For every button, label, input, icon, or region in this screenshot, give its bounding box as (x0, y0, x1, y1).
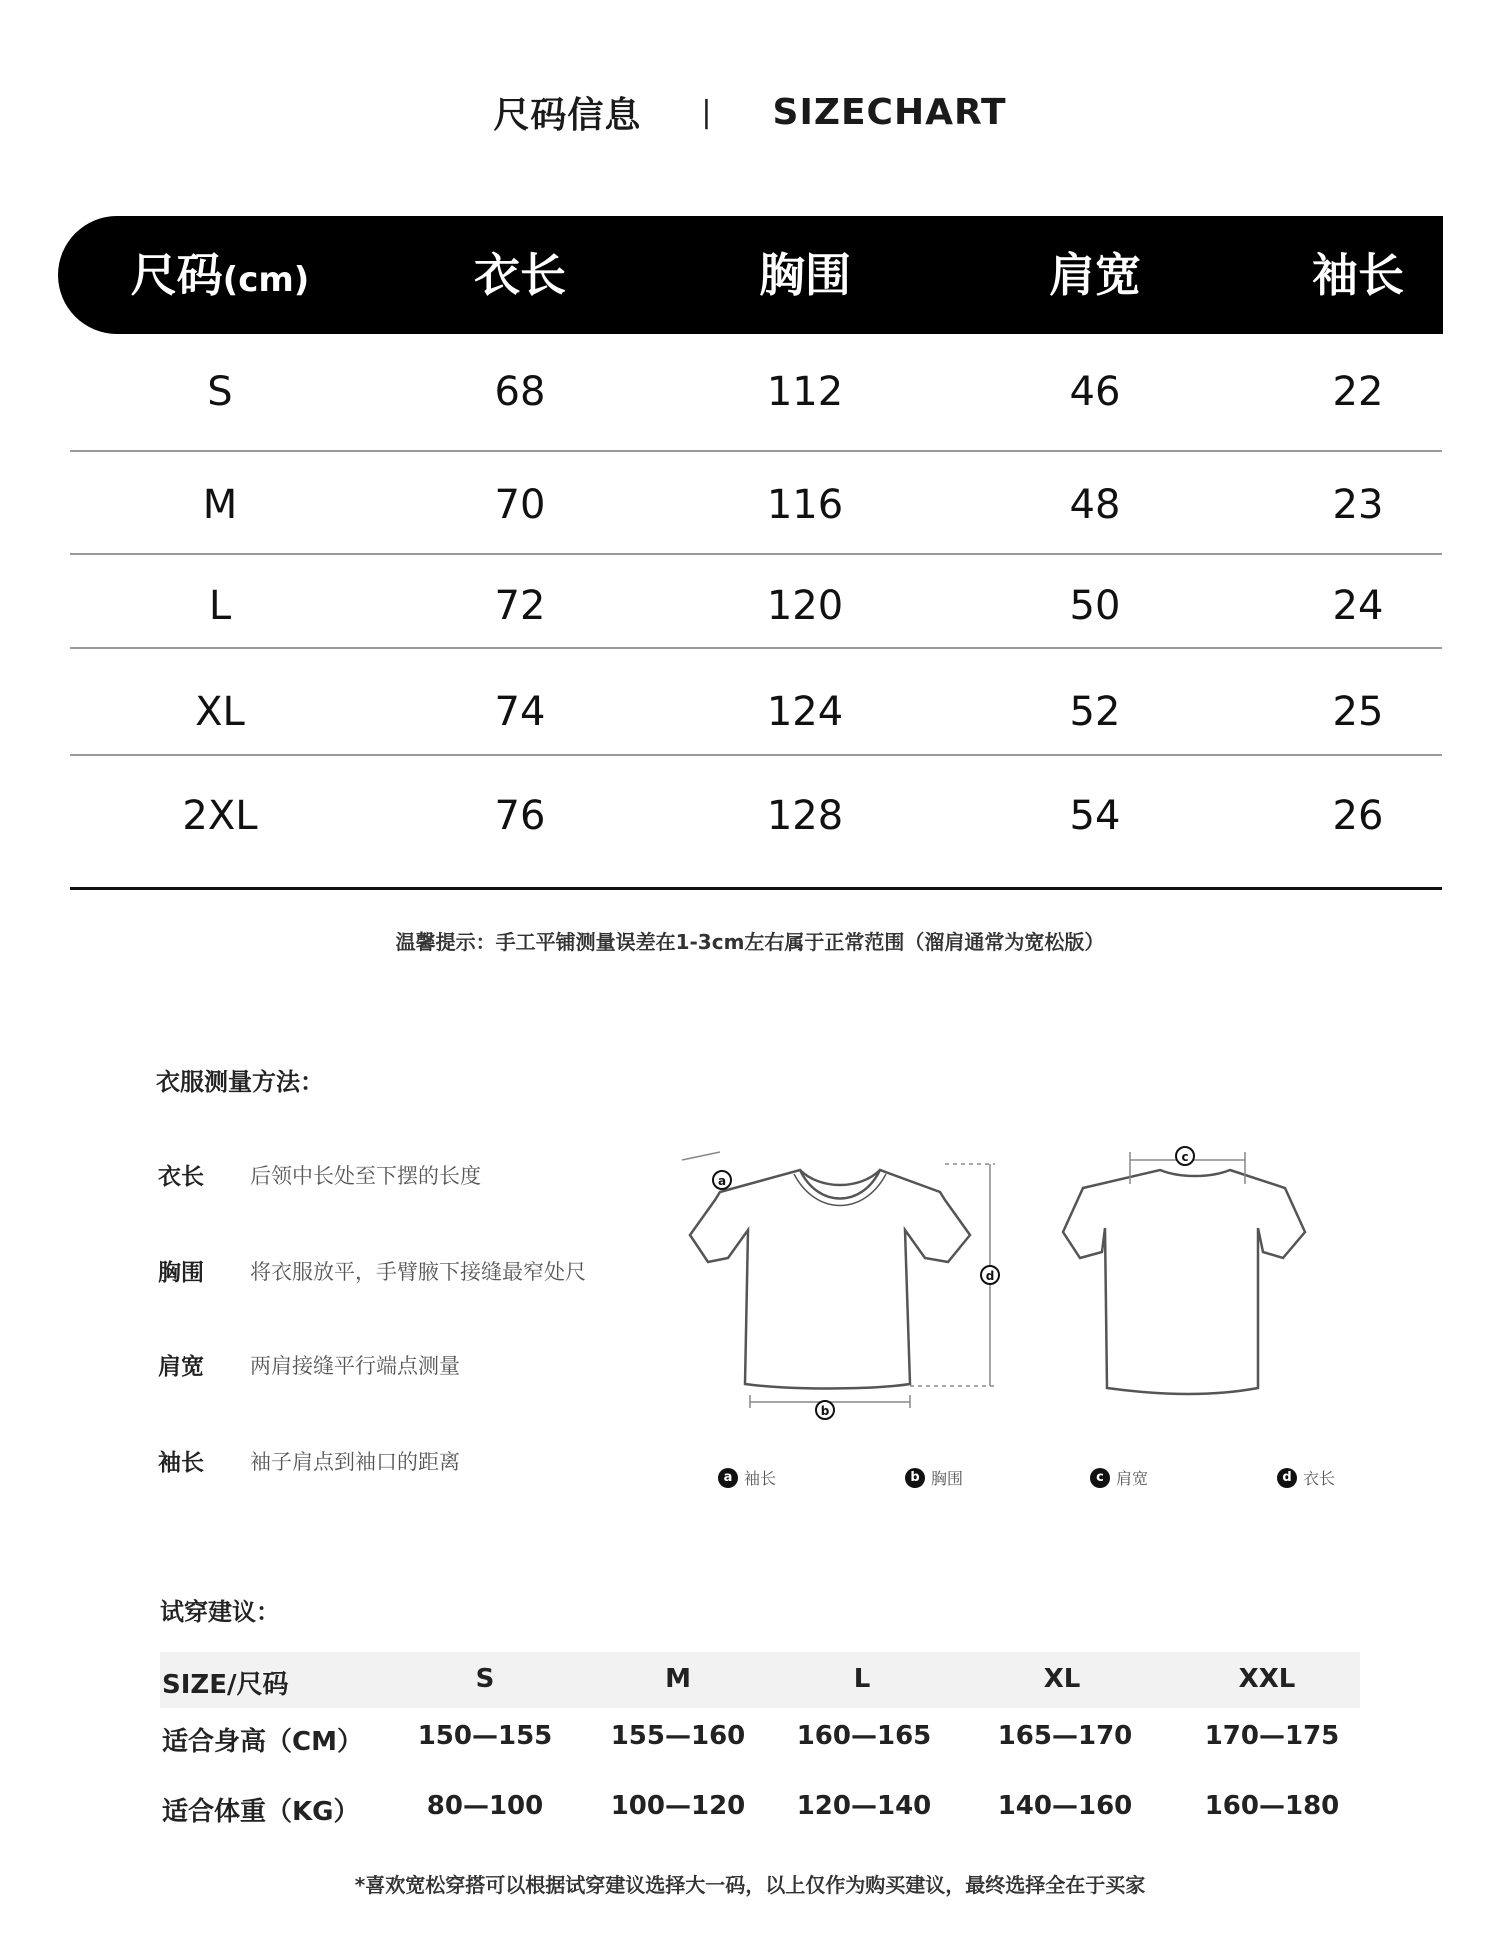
length-cell: 72 (494, 583, 546, 629)
measure-desc-chest: 将衣服放平，手臂腋下接缝最窄处尺 (250, 1260, 586, 1284)
sleeve-cell: 22 (1332, 369, 1384, 415)
marker-b (816, 1401, 834, 1419)
sleeve-cell: 25 (1332, 689, 1384, 735)
sleeve-cell: 26 (1332, 793, 1384, 839)
measure-label-chest: 胸围 (158, 1260, 204, 1286)
legend-item-sleeve (718, 1466, 776, 1489)
tryon-height-l: 160—165 (796, 1721, 932, 1751)
legend-item-shoulder (1090, 1466, 1148, 1489)
length-cell: 76 (494, 793, 546, 839)
title-en: SIZECHART (772, 91, 1007, 133)
size-cell: M (202, 482, 238, 528)
table-row (0, 342, 1500, 442)
legend-marker-c: c (1090, 1468, 1110, 1488)
tryon-weight-label: 适合体重（KG） (162, 1797, 360, 1827)
header-length: 衣长 (474, 248, 566, 302)
measure-desc-shoulder: 两肩接缝平行端点测量 (250, 1354, 460, 1378)
sleeve-cell: 23 (1332, 482, 1384, 528)
svg-text:c: c (1181, 1150, 1189, 1164)
tryon-weight-xl: 140—160 (997, 1791, 1133, 1821)
title-separator: | (701, 94, 713, 130)
size-cell: 2XL (182, 793, 258, 839)
tryon-title: 试穿建议： (160, 1598, 280, 1626)
shoulder-cell: 52 (1069, 689, 1121, 735)
legend-label: 胸围 (931, 1469, 964, 1488)
page-title (0, 82, 1500, 142)
chest-cell: 124 (766, 689, 844, 735)
tryon-weight-s: 80—100 (426, 1791, 544, 1821)
tryon-weight-m: 100—120 (610, 1791, 746, 1821)
length-cell: 74 (494, 689, 546, 735)
tryon-header-xl: XL (1043, 1664, 1081, 1694)
size-cell: S (207, 369, 233, 415)
table-row (0, 455, 1500, 555)
length-cell: 68 (494, 369, 546, 415)
svg-text:b: b (820, 1404, 830, 1418)
chest-cell: 128 (766, 793, 844, 839)
row-divider (70, 647, 1442, 649)
svg-text:a: a (717, 1174, 727, 1188)
sleeve-cell: 24 (1332, 583, 1384, 629)
row-divider (70, 754, 1442, 756)
tryon-height-xxl: 170—175 (1204, 1721, 1340, 1751)
shoulder-cell: 50 (1069, 583, 1121, 629)
title-cn: 尺码信息 (493, 94, 642, 136)
table-row (0, 662, 1500, 762)
header-sleeve: 袖长 (1312, 248, 1404, 302)
shoulder-cell: 48 (1069, 482, 1121, 528)
legend-label: 袖长 (744, 1469, 777, 1488)
tryon-header-bg (160, 1652, 1360, 1708)
measure-label-length: 衣长 (158, 1164, 204, 1190)
chest-cell: 120 (766, 583, 844, 629)
table-bottom-rule (70, 887, 1442, 890)
legend-marker-b: b (905, 1468, 925, 1488)
header-chest: 胸围 (759, 248, 851, 302)
legend-item-length (1277, 1466, 1335, 1489)
header-size-label: 尺码 (130, 248, 223, 302)
shoulder-cell: 54 (1069, 793, 1121, 839)
legend-marker-a: a (718, 1468, 738, 1488)
length-cell: 70 (494, 482, 546, 528)
chest-cell: 112 (766, 369, 844, 415)
marker-a (713, 1171, 731, 1189)
tryon-header-s: S (475, 1664, 495, 1694)
row-divider (70, 450, 1442, 452)
footnote: *喜欢宽松穿搭可以根据试穿建议选择大一码，以上仅作为购买建议，最终选择全在于买家 (354, 1873, 1146, 1897)
tryon-height-m: 155—160 (610, 1721, 746, 1751)
measurement-tip: 温馨提示：手工平铺测量误差在1-3cm左右属于正常范围（溜肩通常为宽松版） (395, 930, 1105, 954)
row-divider (70, 553, 1442, 555)
tryon-header-size: SIZE/尺码 (162, 1670, 289, 1700)
legend-item-chest (905, 1466, 963, 1489)
legend-marker-d: d (1277, 1468, 1297, 1488)
tryon-weight-xxl: 160—180 (1204, 1791, 1340, 1821)
chest-cell: 116 (766, 482, 844, 528)
header-shoulder: 肩宽 (1049, 248, 1141, 302)
tshirt-back-diagram (1055, 1140, 1325, 1410)
shoulder-cell: 46 (1069, 369, 1121, 415)
header-size (100, 216, 340, 334)
header-unit: (cm) (222, 260, 310, 300)
tryon-header-l: L (853, 1664, 871, 1694)
measure-label-sleeve: 袖长 (158, 1450, 204, 1476)
size-cell: L (208, 583, 232, 629)
marker-d (981, 1266, 999, 1284)
legend-label: 肩宽 (1116, 1469, 1149, 1488)
measure-label-shoulder: 肩宽 (158, 1354, 204, 1380)
tryon-height-label: 适合身高（CM） (162, 1727, 363, 1757)
marker-c (1176, 1147, 1194, 1165)
tshirt-front-diagram (680, 1140, 1030, 1440)
tryon-weight-l: 120—140 (796, 1791, 932, 1821)
legend-label: 衣长 (1303, 1469, 1336, 1488)
tryon-header-m: M (665, 1664, 691, 1694)
table-row (0, 556, 1500, 656)
svg-text:d: d (985, 1269, 995, 1283)
measure-title: 衣服测量方法： (156, 1068, 324, 1096)
measure-desc-sleeve: 袖子肩点到袖口的距离 (250, 1450, 460, 1474)
tryon-height-s: 150—155 (417, 1721, 553, 1751)
table-row (0, 766, 1500, 866)
tryon-height-xl: 165—170 (997, 1721, 1133, 1751)
tryon-header-xxl: XXL (1238, 1664, 1296, 1694)
size-cell: XL (195, 689, 245, 735)
measure-desc-length: 后领中长处至下摆的长度 (250, 1164, 481, 1188)
